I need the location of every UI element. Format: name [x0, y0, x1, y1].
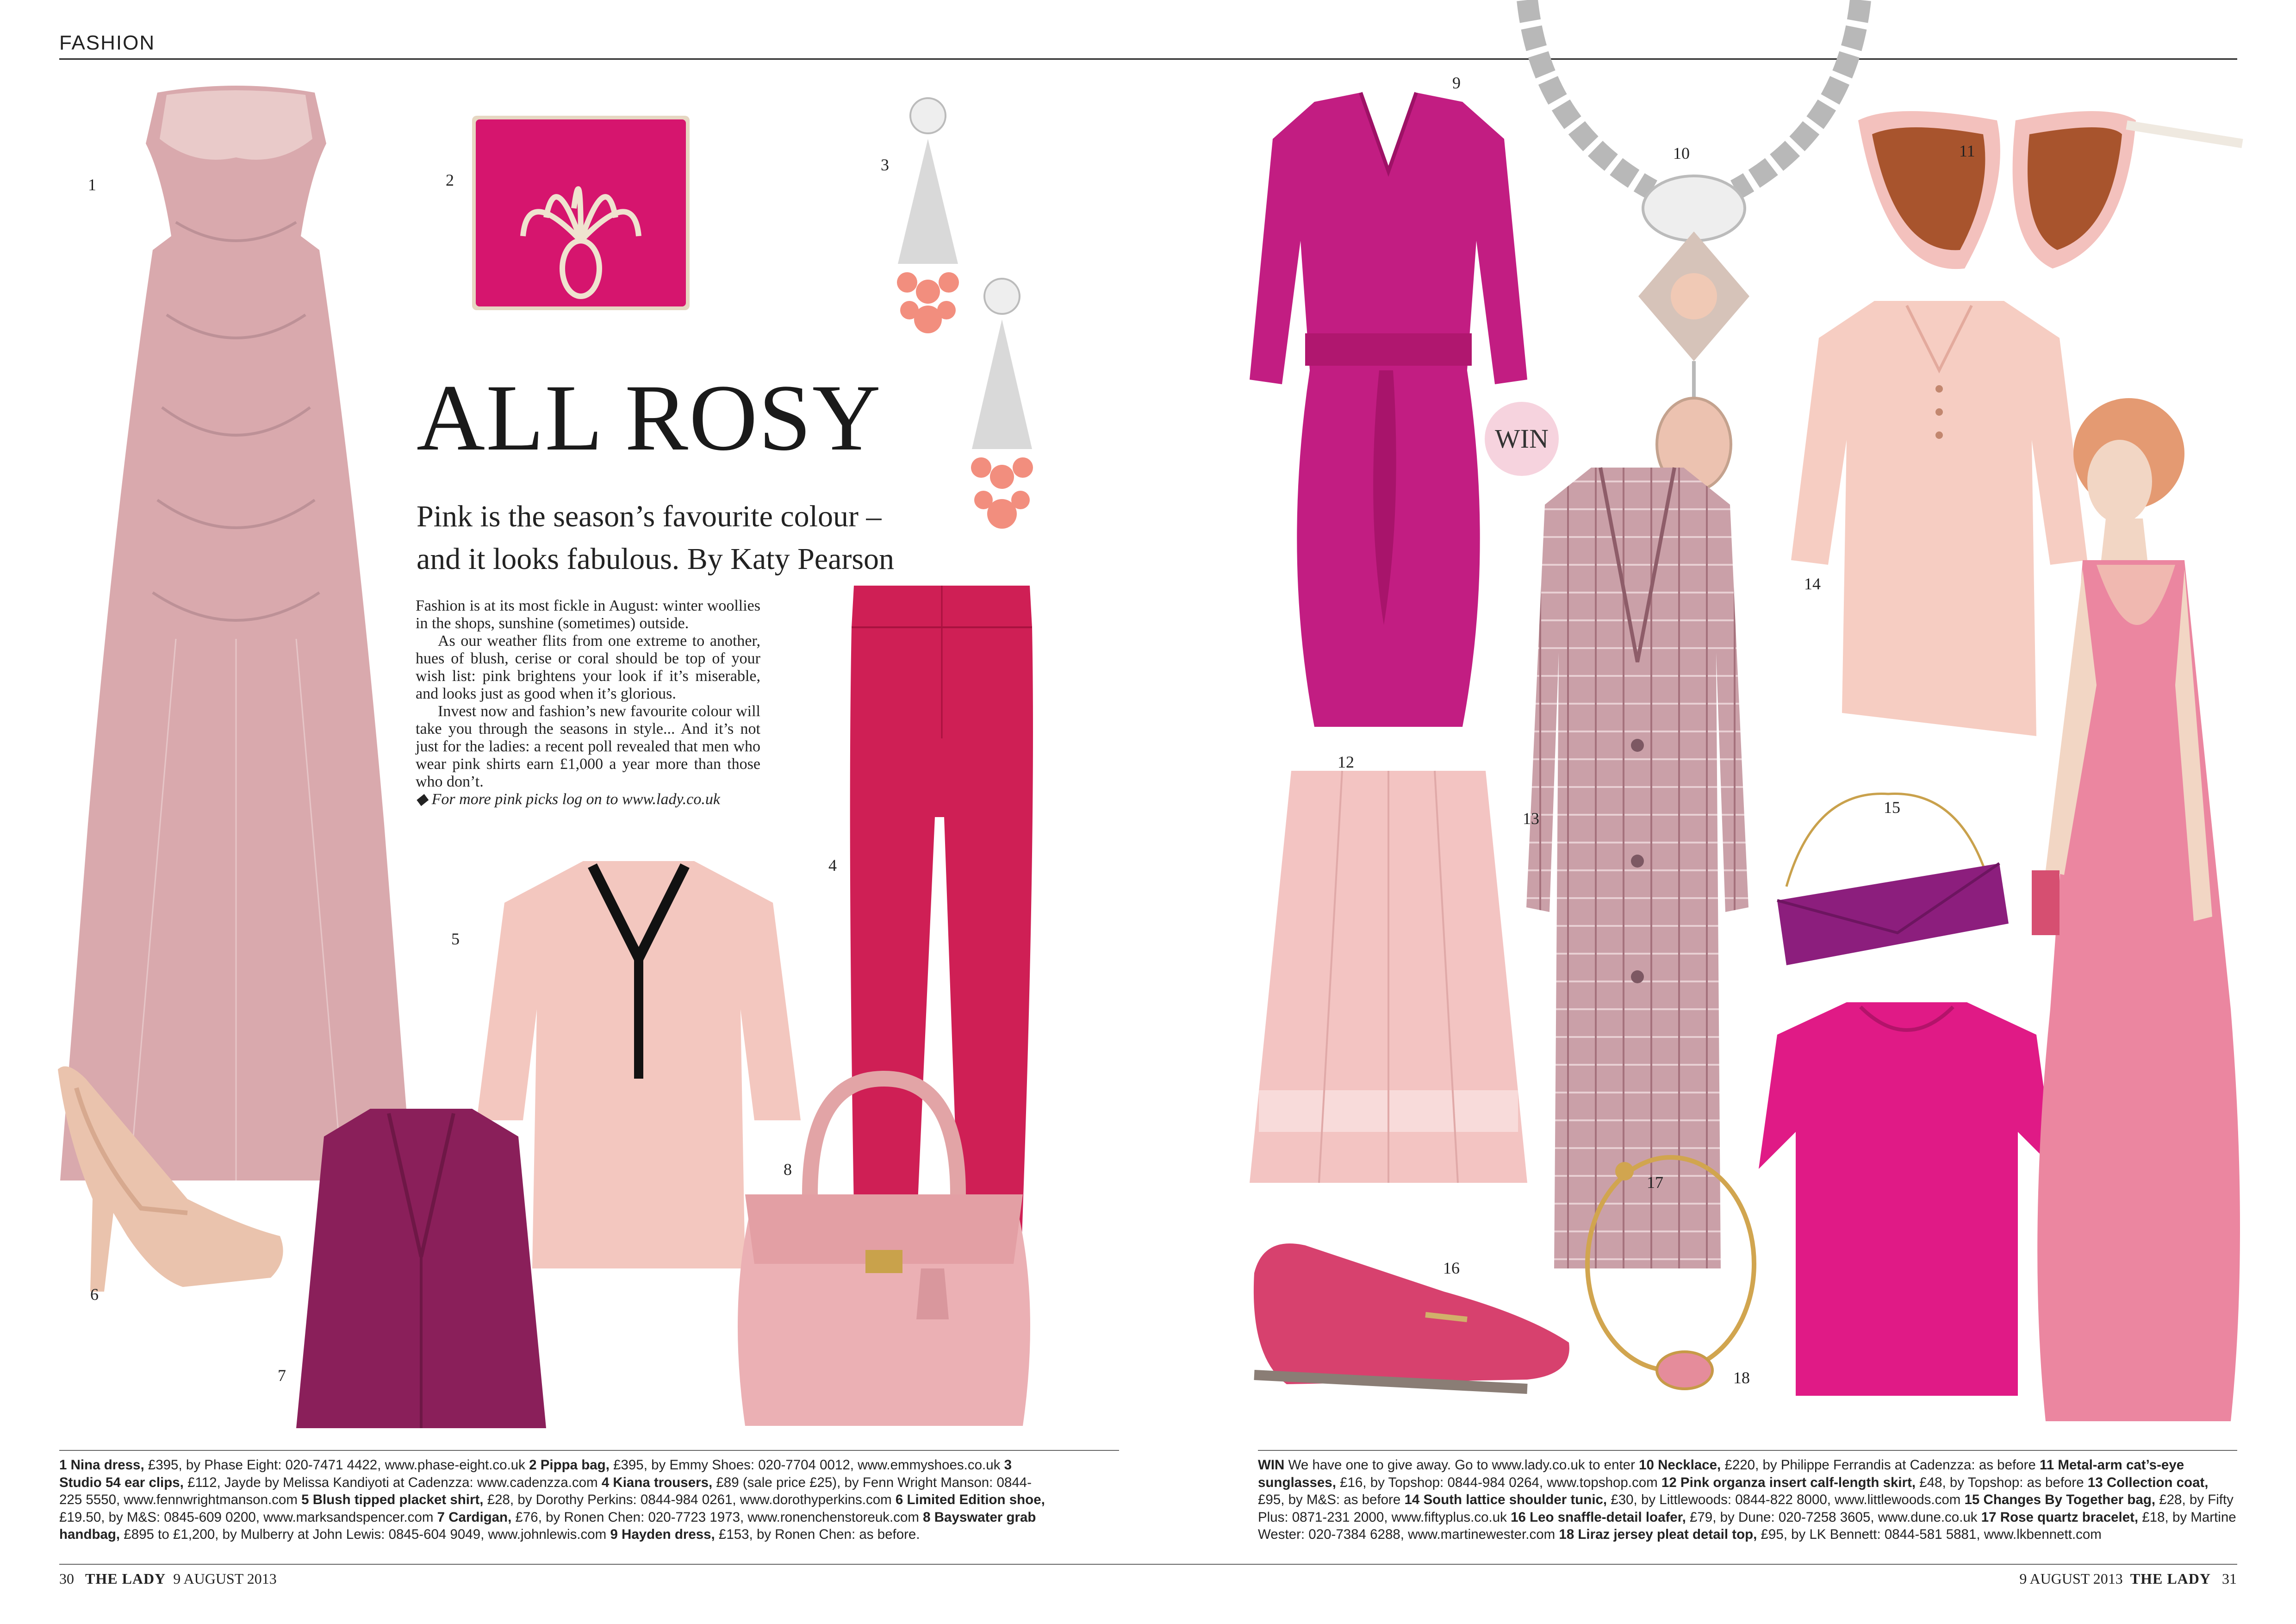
hayden-dress-image — [1245, 93, 1532, 731]
more-link[interactable]: ◆ For more pink picks log on to www.lady.co.uk — [416, 791, 720, 808]
vintage-fashion-illustration — [1990, 361, 2249, 1426]
headline: ALL ROSY — [417, 365, 882, 470]
item-number-6: 6 — [90, 1285, 99, 1304]
credit-entry: 4 Kiana trousers, £89 (sale price £25), by Fenn Wright Manson: 0844-225 5550, www.fennwrightmanson.com — [59, 1474, 1032, 1507]
credit-entry: 11 Metal-arm cat’s-eye sunglasses, £16, by Topshop: 0844-984 0264, www.topshop.com — [1258, 1457, 2184, 1490]
item-number-10: 10 — [1673, 144, 1690, 162]
item-number-9: 9 — [1452, 74, 1461, 92]
credit-entry: 10 Necklace, £220, by Philippe Ferrandis at Cadenzza: as before — [1639, 1457, 2040, 1473]
item-number-8: 8 — [784, 1160, 792, 1179]
snaffle-loafer-image — [1250, 1236, 1574, 1393]
body-paragraph-1: Fashion is at its most fickle in August: winter woollies in the shops, sunshine (sometimes) outside. — [416, 597, 760, 632]
nina-dress-image — [60, 83, 412, 1185]
credit-entry: 6 Limited Edition shoe, £19.50, by M&S: 0845-609 0200, www.marksandspencer.com — [59, 1492, 1045, 1525]
issue-date-left: 9 AUGUST 2013 — [173, 1570, 277, 1587]
body-paragraph-3: Invest now and fashion’s new favourite colour will take you through the seasons in style... And it’s not just for the ladies: a recent poll revealed that men who wear pink shirts earn £1,000 a year more than those who don’t. — [416, 703, 760, 790]
credit-entry: 15 Changes By Together bag, £28, by Fifty Plus: 0871-231 2000, www.fiftyplus.co.uk — [1258, 1492, 2234, 1525]
item-number-12: 12 — [1338, 753, 1354, 771]
credit-entry: 3 Studio 54 ear clips, £112, Jayde by Melissa Kandiyoti at Cadenzza: www.cadenzza.com — [59, 1457, 1012, 1490]
page-number-right: 31 — [2222, 1570, 2237, 1587]
organza-skirt-image — [1250, 771, 1527, 1192]
credit-entry: 8 Bayswater grab handbag, £895 to £1,200, by Mulberry at John Lewis: 0845-604 9049, www.johnlewis.com — [59, 1509, 1036, 1542]
cat-eye-sunglasses-image — [1849, 93, 2252, 287]
credit-entry: 16 Leo snaffle-detail loafer, £79, by Dune: 020-7258 3605, www.dune.co.uk — [1511, 1509, 1981, 1525]
section-label: FASHION — [59, 31, 156, 54]
credits-right — [1258, 1456, 2237, 1543]
footer-rule — [59, 1564, 2237, 1565]
credit-entry: 17 Rose quartz bracelet, £18, by Martine Wester: 020-7384 6288, www.martinewester.com — [1258, 1509, 2236, 1542]
folio-right — [2019, 1570, 2237, 1587]
item-number-18: 18 — [1733, 1368, 1750, 1387]
pippa-bag-image — [472, 116, 690, 310]
credit-entry: 12 Pink organza insert calf-length skirt, £48, by Topshop: as before — [1661, 1474, 2088, 1490]
limited-edition-shoe-image — [49, 1060, 289, 1305]
item-number-2: 2 — [446, 171, 454, 189]
credit-entry: 5 Blush tipped placket shirt, £28, by Dorothy Perkins: 0844-984 0261, www.dorothyperkins.com — [301, 1492, 896, 1507]
item-number-14: 14 — [1804, 575, 1821, 593]
cardigan-image — [296, 1109, 546, 1433]
header-rule — [59, 58, 2237, 60]
credit-entry: 18 Liraz jersey pleat detail top, £95, by LK Bennett: 0844-581 5881, www.lkbennett.com — [1559, 1527, 2102, 1542]
standfirst-line-1: Pink is the season’s favourite colour – — [417, 500, 882, 533]
body-text — [416, 597, 760, 808]
credits-rule-right — [1258, 1450, 2237, 1451]
magazine-name-right: THE LADY — [2130, 1570, 2211, 1587]
body-paragraph-2: As our weather flits from one extreme to another, hues of blush, cerise or coral should be top of your wish list: pink brightens your look if it’s miserable, and looks just as good when it’s glorious. — [416, 632, 760, 702]
credit-entry: 13 Collection coat, £95, by M&S: as before — [1258, 1474, 2209, 1507]
earrings-image — [889, 97, 1041, 560]
magazine-name-left: THE LADY — [85, 1570, 166, 1587]
credit-entry: 9 Hayden dress, £153, by Ronen Chen: as before. — [610, 1527, 920, 1542]
standfirst — [417, 495, 894, 581]
item-number-17: 17 — [1647, 1173, 1663, 1192]
rose-quartz-bracelet-image — [1550, 1125, 1791, 1393]
credit-entry: WIN We have one to give away. Go to www.lady.co.uk to enter — [1258, 1457, 1639, 1473]
item-number-7: 7 — [278, 1366, 286, 1385]
issue-date-right: 9 AUGUST 2013 — [2019, 1570, 2123, 1587]
item-number-16: 16 — [1443, 1259, 1460, 1277]
credits-left — [59, 1456, 1054, 1543]
item-number-4: 4 — [828, 856, 837, 874]
item-number-15: 15 — [1884, 798, 1900, 817]
credit-entry: 1 Nina dress, £395, by Phase Eight: 020-7471 4422, www.phase-eight.co.uk — [59, 1457, 529, 1473]
credit-entry: 14 South lattice shoulder tunic, £30, by Littlewoods: 0844-822 8000, www.littlewoods.com — [1404, 1492, 1965, 1507]
credit-entry: 2 Pippa bag, £395, by Emmy Shoes: 020-7704 0012, www.emmyshoes.co.uk — [529, 1457, 1004, 1473]
item-number-11: 11 — [1959, 142, 1975, 160]
standfirst-line-2: and it looks fabulous. By Katy Pearson — [417, 542, 895, 576]
page-number-left: 30 — [59, 1570, 74, 1587]
item-number-13: 13 — [1523, 809, 1539, 828]
win-badge: WIN — [1485, 402, 1559, 476]
item-number-1: 1 — [88, 175, 96, 194]
item-number-5: 5 — [451, 930, 460, 948]
folio-left — [59, 1570, 277, 1587]
bayswater-handbag-image — [727, 1065, 1041, 1430]
credits-rule-left — [59, 1450, 1119, 1451]
item-number-3: 3 — [881, 156, 889, 174]
credit-entry: 7 Cardigan, £76, by Ronen Chen: 020-7723 1973, www.ronenchenstoreuk.com — [437, 1509, 923, 1525]
